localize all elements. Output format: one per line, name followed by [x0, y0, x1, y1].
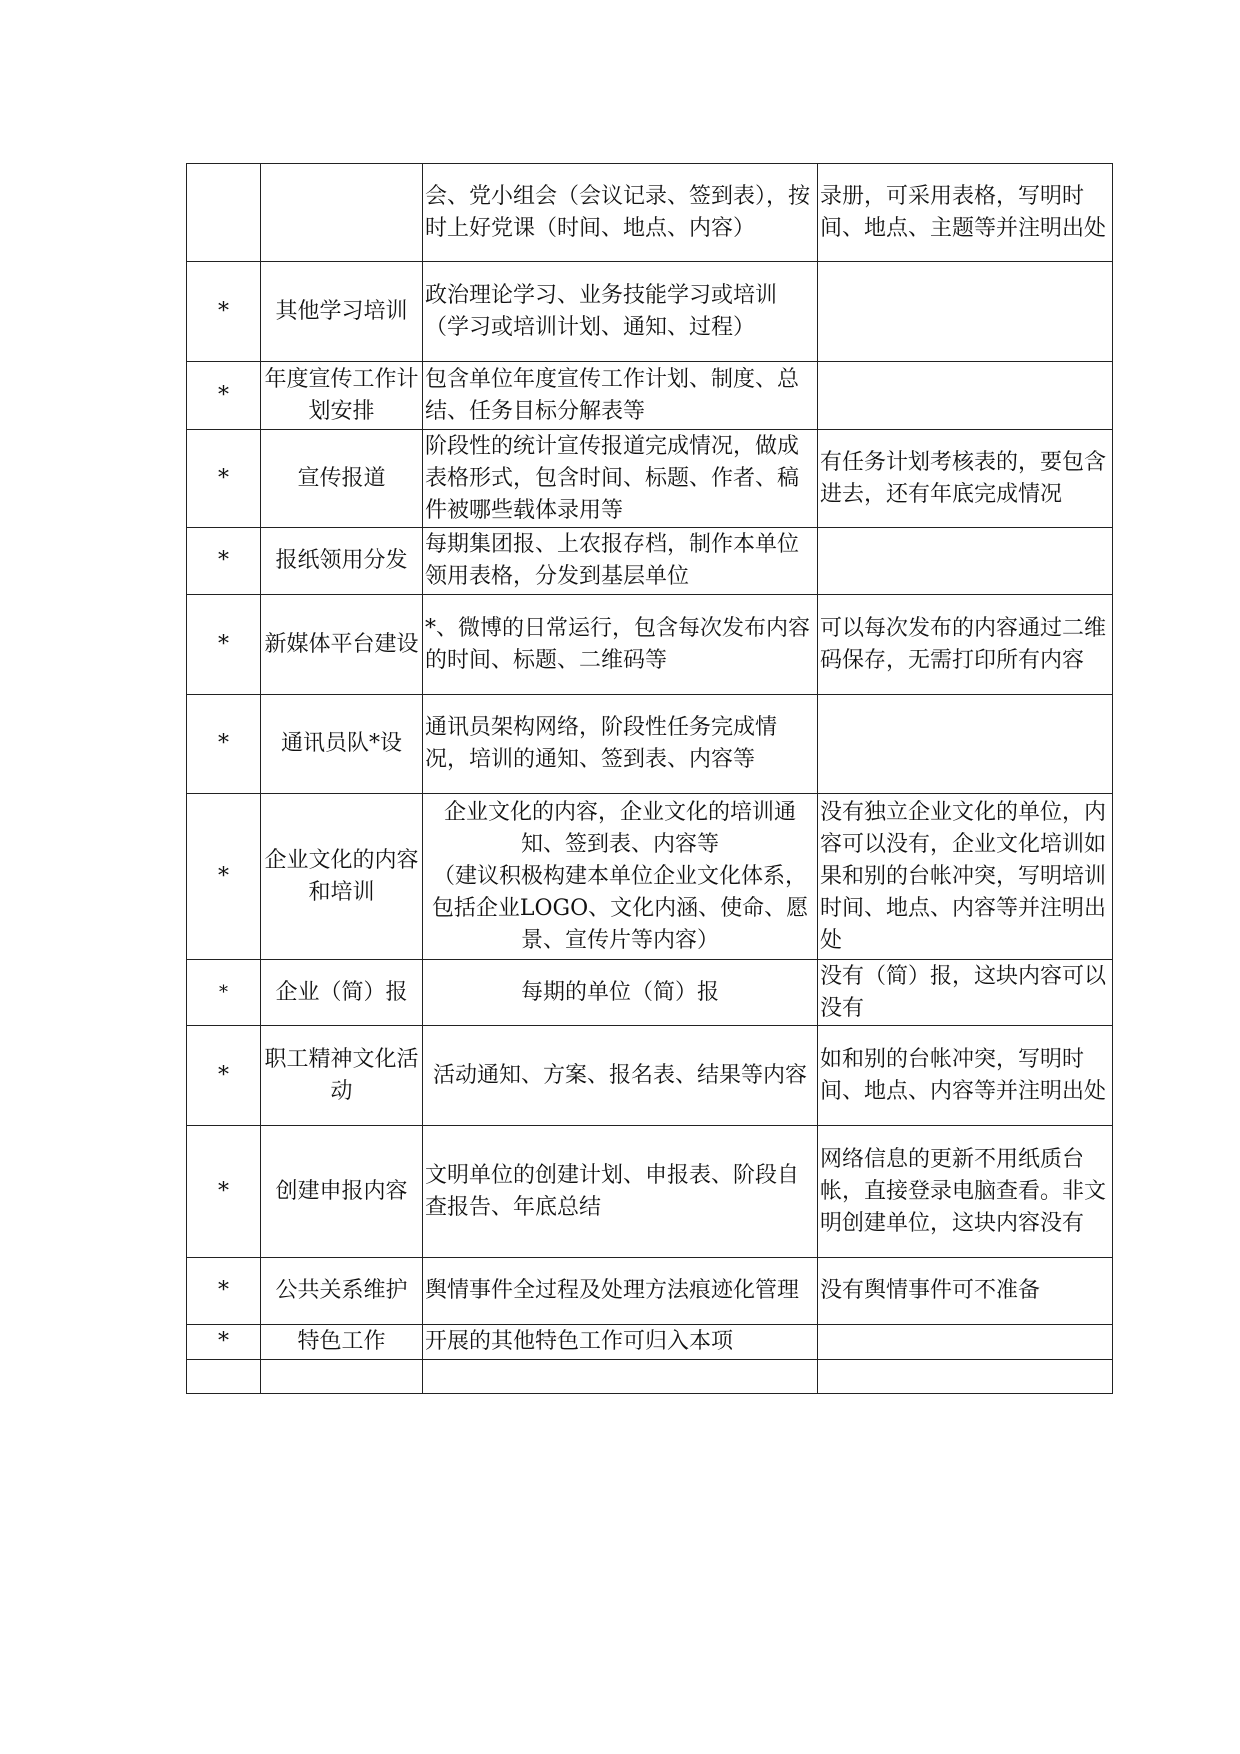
row-note-cell — [818, 1360, 1113, 1394]
row-mark-cell — [187, 1360, 261, 1394]
row-item-cell: 职工精神文化活动 — [261, 1026, 423, 1126]
row-content-cell — [423, 794, 818, 960]
row-content-cell: 每期的单位（简）报 — [423, 960, 818, 1026]
row-mark-cell: * — [187, 262, 261, 362]
row-item-cell: 报纸领用分发 — [261, 528, 423, 595]
row-item-cell: 特色工作 — [261, 1325, 423, 1360]
row-content-cell: 开展的其他特色工作可归入本项 — [423, 1325, 818, 1360]
row-mark-cell: * — [187, 794, 261, 960]
row-item-cell: 创建申报内容 — [261, 1126, 423, 1258]
row-content-cell: 文明单位的创建计划、申报表、阶段自查报告、年底总结 — [423, 1126, 818, 1258]
row-item-cell — [261, 1360, 423, 1394]
row-content-cell: 活动通知、方案、报名表、结果等内容 — [423, 1026, 818, 1126]
row-item-cell: 宣传报道 — [261, 430, 423, 528]
row-mark-cell: * — [187, 1026, 261, 1126]
row-item-cell: 年度宣传工作计划安排 — [261, 362, 423, 430]
table-row — [187, 1026, 1113, 1126]
row-item-cell: 通讯员队*设 — [261, 695, 423, 794]
row-content-cell: 舆情事件全过程及处理方法痕迹化管理 — [423, 1258, 818, 1325]
row-note-cell: 没有舆情事件可不准备 — [818, 1258, 1113, 1325]
table-row — [187, 528, 1113, 595]
content-line: （建议积极构建本单位企业文化体系，包括企业LOGO、文化内涵、使命、愿景、宣传片等内容） — [431, 863, 809, 953]
table-row — [187, 794, 1113, 960]
row-content-cell: *、微博的日常运行，包含每次发布内容的时间、标题、二维码等 — [423, 595, 818, 695]
ledger-table — [186, 163, 1113, 1394]
row-mark-cell — [187, 164, 261, 262]
row-mark-cell: * — [187, 595, 261, 695]
row-item-cell: 公共关系维护 — [261, 1258, 423, 1325]
row-content-cell: 通讯员架构网络，阶段性任务完成情况，培训的通知、签到表、内容等 — [423, 695, 818, 794]
row-content-cell: 会、党小组会（会议记录、签到表），按时上好党课（时间、地点、内容） — [423, 164, 818, 262]
row-mark-cell: * — [187, 528, 261, 595]
row-mark-cell: * — [187, 362, 261, 430]
content-line: 企业文化的内容，企业文化的培训通知、签到表、内容等 — [443, 799, 796, 857]
row-note-cell: 有任务计划考核表的，要包含进去，还有年底完成情况 — [818, 430, 1113, 528]
row-note-cell — [818, 528, 1113, 595]
row-note-cell: 网络信息的更新不用纸质台帐，直接登录电脑查看。非文明创建单位，这块内容没有 — [818, 1126, 1113, 1258]
table-row — [187, 1126, 1113, 1258]
table-row — [187, 1360, 1113, 1394]
table-row — [187, 164, 1113, 262]
row-content-cell: 阶段性的统计宣传报道完成情况，做成表格形式，包含时间、标题、作者、稿件被哪些载体录用等 — [423, 430, 818, 528]
row-note-cell — [818, 695, 1113, 794]
row-note-cell — [818, 262, 1113, 362]
row-mark-cell: * — [187, 430, 261, 528]
row-item-cell: 企业文化的内容和培训 — [261, 794, 423, 960]
row-note-cell — [818, 362, 1113, 430]
row-note-cell: 如和别的台帐冲突，写明时间、地点、内容等并注明出处 — [818, 1026, 1113, 1126]
row-note-cell: 录册，可采用表格，写明时间、地点、主题等并注明出处 — [818, 164, 1113, 262]
row-note-cell — [818, 1325, 1113, 1360]
row-note-cell: 没有（简）报，这块内容可以没有 — [818, 960, 1113, 1026]
row-content-cell — [423, 1360, 818, 1394]
row-mark-cell: * — [187, 1126, 261, 1258]
row-mark-cell: * — [187, 1325, 261, 1360]
table-row — [187, 960, 1113, 1026]
row-item-cell — [261, 164, 423, 262]
row-item-cell: 新媒体平台建设 — [261, 595, 423, 695]
table-row — [187, 362, 1113, 430]
table-row — [187, 1325, 1113, 1360]
row-item-cell: 其他学习培训 — [261, 262, 423, 362]
table-row — [187, 262, 1113, 362]
row-note-cell: 可以每次发布的内容通过二维码保存，无需打印所有内容 — [818, 595, 1113, 695]
row-content-cell: 每期集团报、上农报存档，制作本单位领用表格，分发到基层单位 — [423, 528, 818, 595]
table-row — [187, 595, 1113, 695]
row-content-cell: 政治理论学习、业务技能学习或培训（学习或培训计划、通知、过程） — [423, 262, 818, 362]
table-row — [187, 430, 1113, 528]
table-row — [187, 1258, 1113, 1325]
row-mark-cell: * — [187, 960, 261, 1026]
row-note-cell: 没有独立企业文化的单位，内容可以没有，企业文化培训如果和别的台帐冲突，写明培训时间、地点、内容等并注明出处 — [818, 794, 1113, 960]
row-item-cell: 企业（简）报 — [261, 960, 423, 1026]
table-row — [187, 695, 1113, 794]
row-mark-cell: * — [187, 1258, 261, 1325]
row-content-cell: 包含单位年度宣传工作计划、制度、总结、任务目标分解表等 — [423, 362, 818, 430]
row-mark-cell: * — [187, 695, 261, 794]
